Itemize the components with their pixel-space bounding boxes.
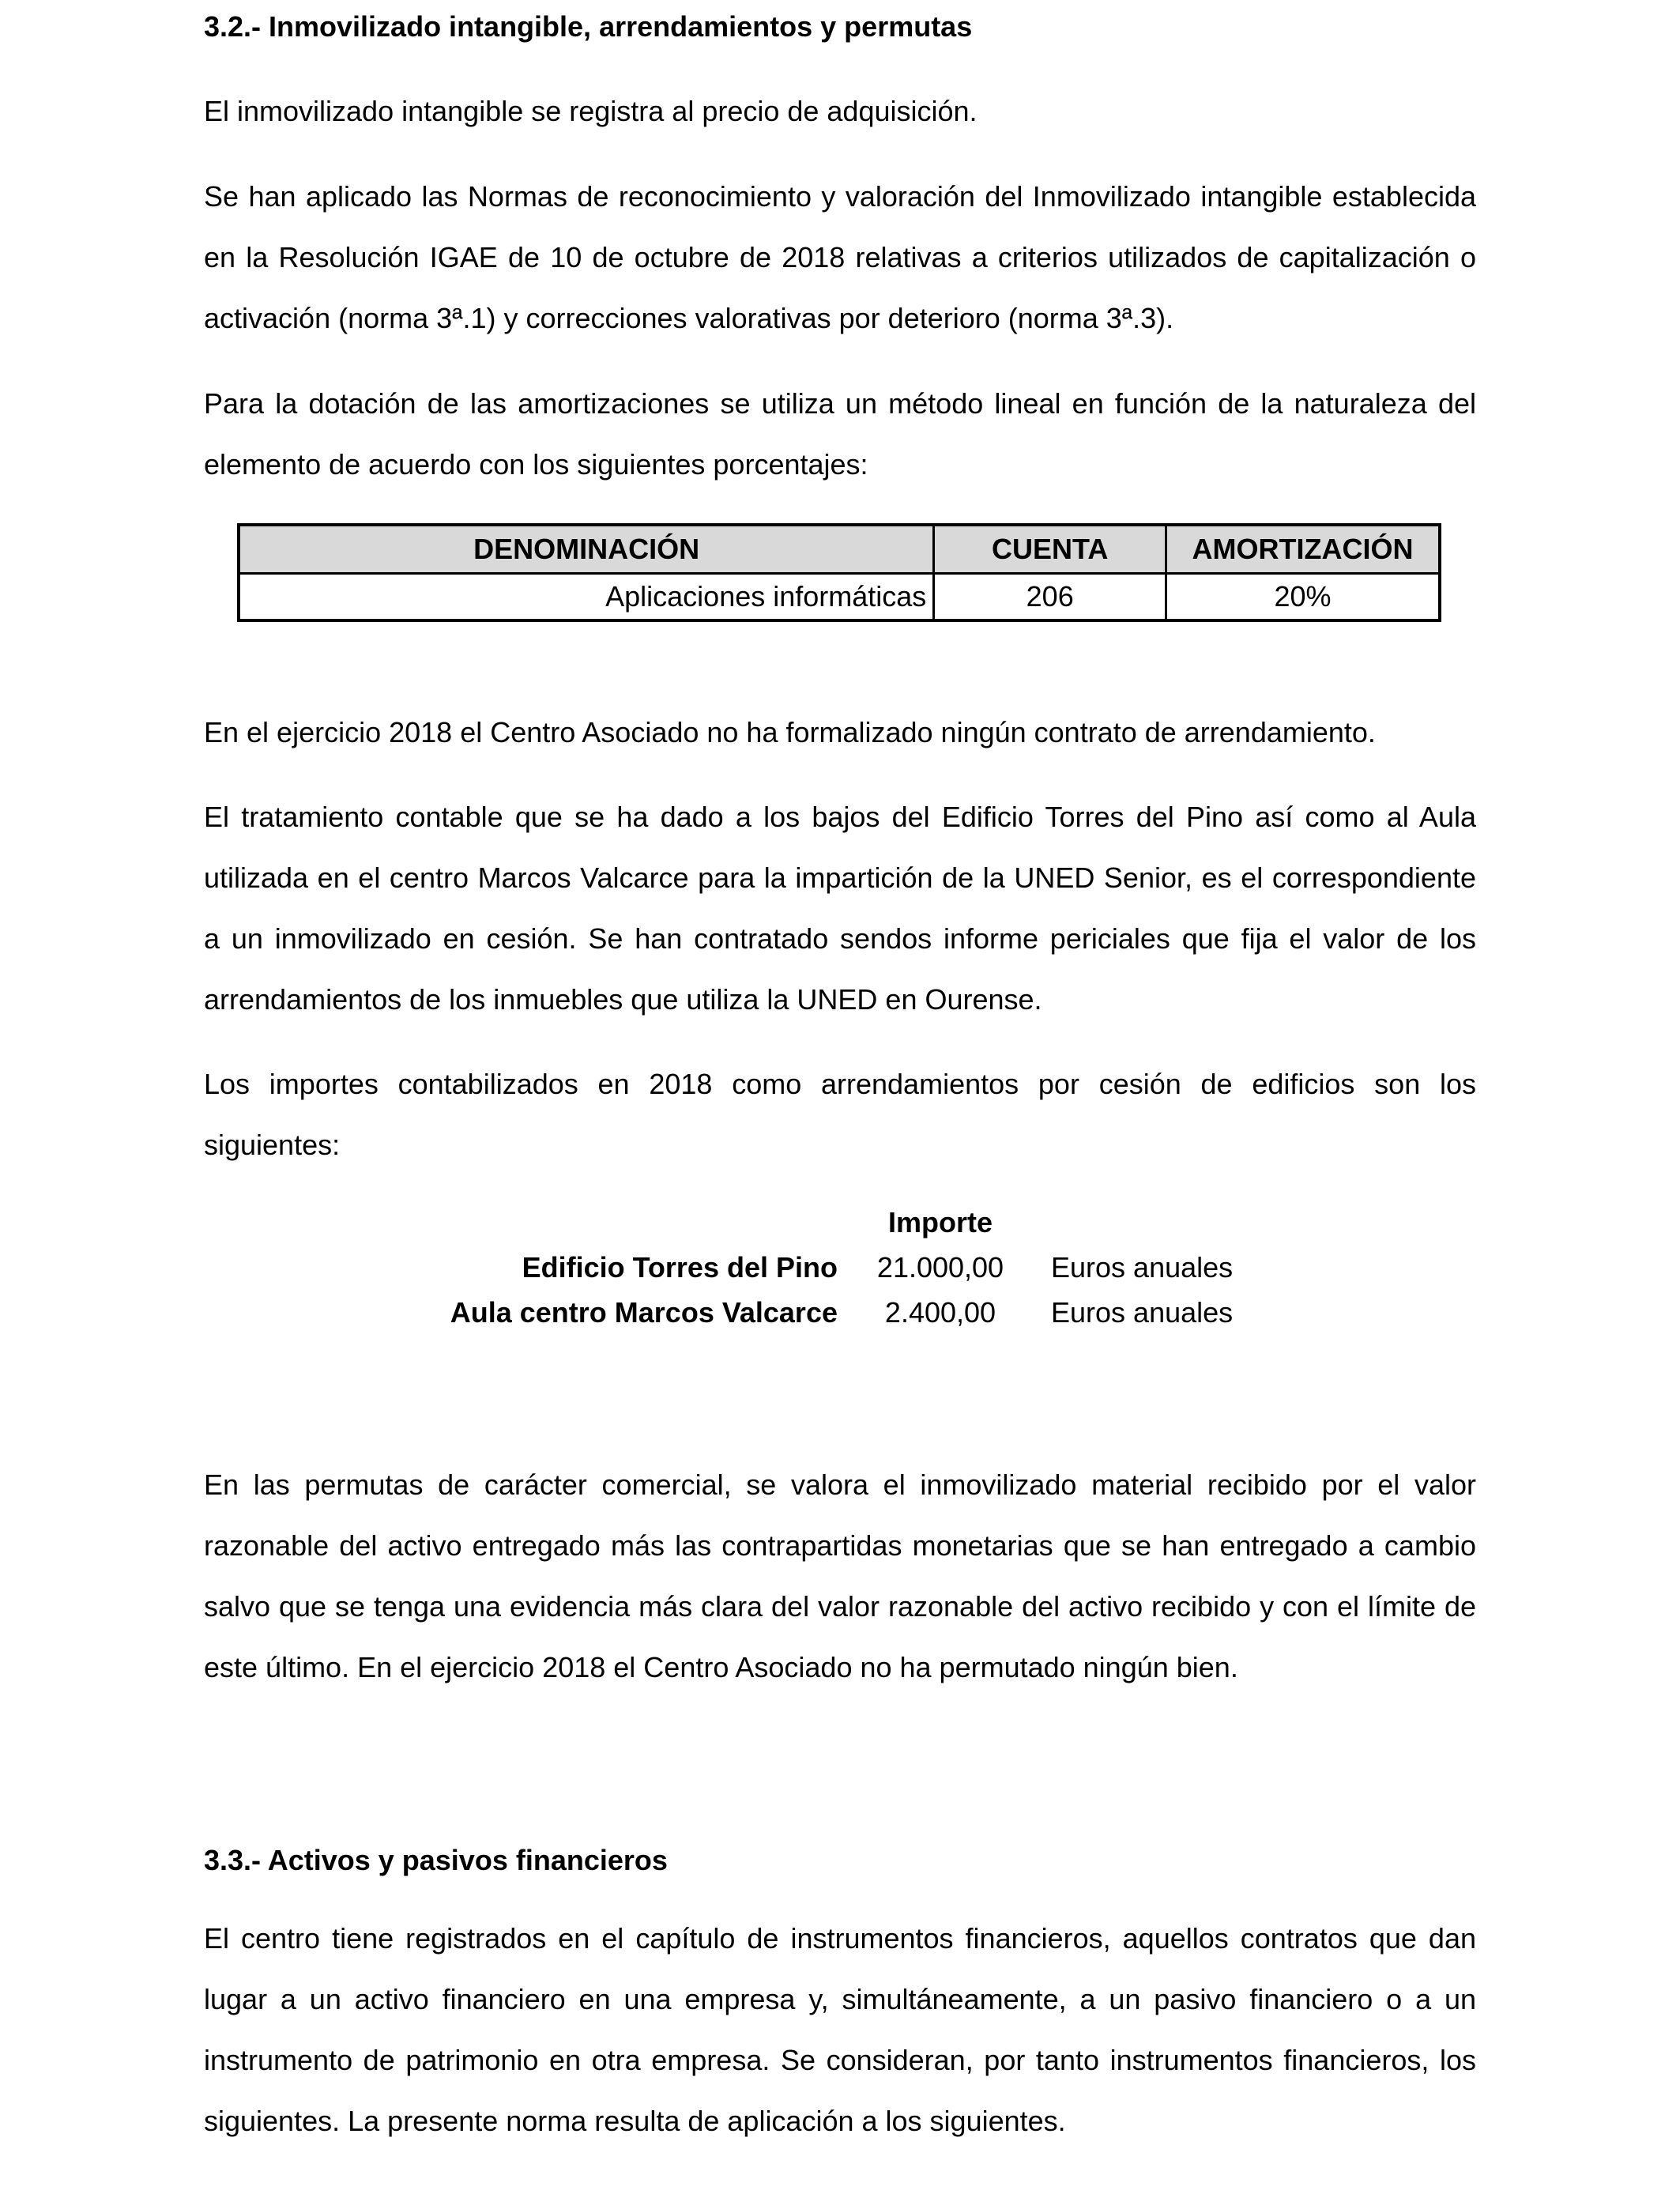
paragraph-lease-amounts-intro: Los importes contabilizados en 2018 como arrendamientos por cesión de edificios son los siguientes: xyxy=(204,1068,1476,1161)
paragraph-financial-instruments: El centro tiene registrados en el capítulo de instrumentos financieros, aquellos contratos que dan lugar a un activo financiero en una empresa y, simultáneamente, a un pasivo financiero o a un instrumento de patrimonio en otra empresa. Se consideran, por tanto instrumentos financieros, los siguientes. La presente norma resulta de aplicación a los siguientes. xyxy=(204,1922,1476,2137)
section-3-2-heading: 3.2.- Inmovilizado intangible, arrendamientos y permutas xyxy=(204,10,973,43)
header-cuenta: CUENTA xyxy=(934,525,1166,574)
paragraph-valuation-norms: Se han aplicado las Normas de reconocimiento y valoración del Inmovilizado intangible establecida en la Resolución IGAE de 10 de octubre de 2018 relativas a criterios utilizados de capitalización o activación (norma 3ª.1) y correcciones valorativas por deterioro (norma 3ª.3). xyxy=(204,180,1476,334)
cell-denominacion: Aplicaciones informáticas xyxy=(239,574,934,621)
amount-unit: Euros anuales xyxy=(1051,1251,1234,1284)
header-amortizacion: AMORTIZACIÓN xyxy=(1166,525,1440,574)
lease-amounts-table xyxy=(395,1200,1233,1335)
section-3-3-heading: 3.3.- Activos y pasivos financieros xyxy=(204,1844,668,1876)
amount-header: Importe xyxy=(887,1206,993,1238)
table-row xyxy=(395,1245,1233,1290)
amortization-table xyxy=(237,523,1441,622)
paragraph-amortization-method: Para la dotación de las amortizaciones se utiliza un método lineal en función de la naturaleza del elemento de acuerdo con los siguientes porcentajes: xyxy=(204,387,1476,481)
lease-amounts-block xyxy=(395,1200,1233,1335)
amount-label: Edificio Torres del Pino xyxy=(522,1251,838,1284)
table-row xyxy=(395,1290,1233,1335)
amount-label: Aula centro Marcos Valcarce xyxy=(450,1296,838,1329)
amount-value: 21.000,00 xyxy=(876,1251,1004,1284)
paragraph-no-lease-contracts: En el ejercicio 2018 el Centro Asociado no ha formalizado ningún contrato de arrendamiento. xyxy=(204,716,1376,748)
amount-value: 2.400,00 xyxy=(884,1296,996,1329)
table-row xyxy=(239,574,1440,621)
lease-amounts-header-row xyxy=(395,1200,1233,1245)
paragraph-cession-treatment: El tratamiento contable que se ha dado a los bajos del Edificio Torres del Pino así como al Aula utilizada en el centro Marcos Valcarce para la impartición de la UNED Senior, es el correspondiente a un inmovilizado en cesión. Se han contratado sendos informe periciales que fija el valor de los arrendamientos de los inmuebles que utiliza la UNED en Ourense. xyxy=(204,801,1476,1016)
amount-unit: Euros anuales xyxy=(1051,1296,1234,1329)
cell-amortizacion: 20% xyxy=(1166,574,1440,621)
amortization-table-header-row xyxy=(239,525,1440,574)
paragraph-intangible-price: El inmovilizado intangible se registra al precio de adquisición. xyxy=(204,95,977,127)
header-denominacion: DENOMINACIÓN xyxy=(239,525,934,574)
cell-cuenta: 206 xyxy=(934,574,1166,621)
paragraph-commercial-exchanges: En las permutas de carácter comercial, se valora el inmovilizado material recibido por el valor razonable del activo entregado más las contrapartidas monetarias que se han entregado a cambio salvo que se tenga una evidencia más clara del valor razonable del activo recibido y con el límite de este último. En el ejercicio 2018 el Centro Asociado no ha permutado ningún bien. xyxy=(204,1468,1476,1683)
